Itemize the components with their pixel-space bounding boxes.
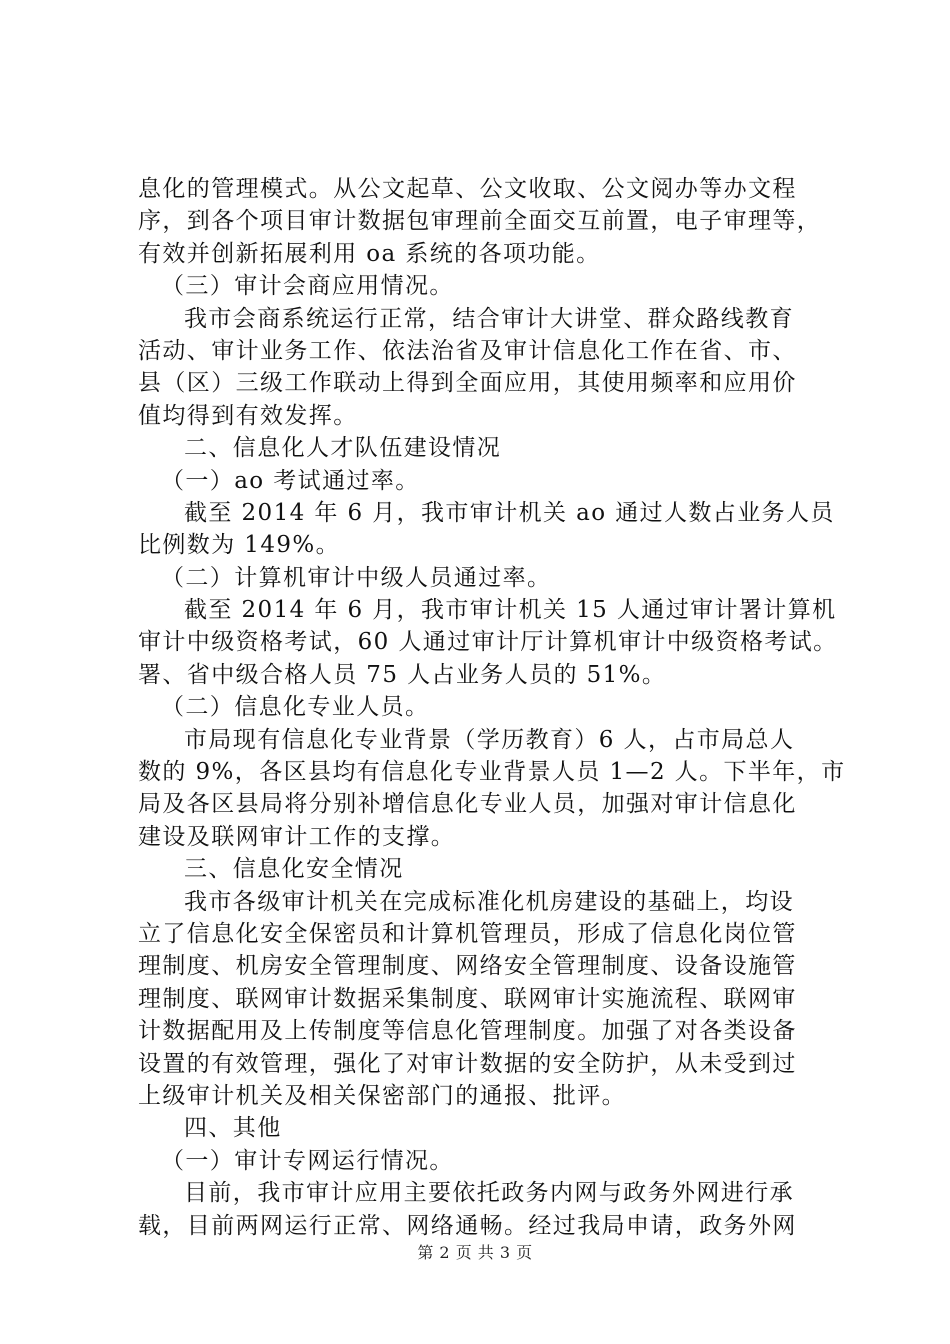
text-line: 有效并创新拓展利用 oa 系统的各项功能。	[138, 240, 601, 267]
paragraph-first-line: 我市会商系统运行正常，结合审计大讲堂、群众路线教育	[184, 305, 794, 332]
text-line: 序，到各个项目审计数据包审理前全面交互前置，电子审理等，	[138, 208, 822, 235]
text-line: 活动、审计业务工作、依法治省及审计信息化工作在省、市、	[138, 337, 797, 364]
text-line: 数的 9%，各区县均有信息化专业背景人员 1—2 人。下半年，市	[138, 759, 846, 786]
text-line: 息化的管理模式。从公文起草、公文收取、公文阅办等办文程	[138, 176, 797, 202]
paragraph-first-line: 我市各级审计机关在完成标准化机房建设的基础上，均设	[184, 888, 794, 915]
text-line: 立了信息化安全保密员和计算机管理员，形成了信息化岗位管	[138, 920, 797, 947]
text-line: 设置的有效管理，强化了对审计数据的安全防护，从未受到过	[138, 1050, 797, 1077]
text-line: 计数据配用及上传制度等信息化管理制度。加强了对各类设备	[138, 1018, 797, 1045]
text-line: 建设及联网审计工作的支撑。	[138, 823, 456, 850]
page-number-footer: 第 2 页 共 3 页	[417, 1243, 533, 1262]
paragraph-first-line: 市局现有信息化专业背景（学历教育）6 人，占市局总人	[184, 726, 795, 753]
text-line: 值均得到有效发挥。	[138, 402, 358, 429]
text-line: 署、省中级合格人员 75 人占业务人员的 51%。	[138, 661, 667, 688]
paragraph-first-line: 截至 2014 年 6 月，我市审计机关 ao 通过人数占业务人员	[184, 499, 835, 526]
text-line: 理制度、联网审计数据采集制度、联网审计实施流程、联网审	[138, 985, 797, 1012]
section-heading: 四、其他	[184, 1115, 282, 1142]
paragraph-first-line: 截至 2014 年 6 月，我市审计机关 15 人通过审计署计算机	[184, 597, 837, 624]
subsection-heading: （一）审计专网运行情况。	[161, 1147, 454, 1174]
text-line: 理制度、机房安全管理制度、网络安全管理制度、设备设施管	[138, 953, 797, 980]
text-line: 比例数为 149%。	[138, 532, 341, 559]
text-line: 上级审计机关及相关保密部门的通报、批评。	[138, 1082, 626, 1109]
text-line: 县（区）三级工作联动上得到全面应用，其使用频率和应用价	[138, 370, 797, 397]
subsection-heading: （一）ao 考试通过率。	[161, 467, 420, 494]
text-line: 载，目前两网运行正常、网络通畅。经过我局申请，政务外网	[138, 1212, 797, 1239]
section-heading: 三、信息化安全情况	[184, 856, 404, 883]
section-heading: 二、信息化人才队伍建设情况	[184, 435, 502, 462]
subsection-heading: （二）计算机审计中级人员通过率。	[161, 564, 552, 591]
text-line: 审计中级资格考试，60 人通过审计厅计算机审计中级资格考试。	[138, 629, 838, 656]
subsection-heading: （二）信息化专业人员。	[161, 694, 430, 721]
paragraph-first-line: 目前，我市审计应用主要依托政务内网与政务外网进行承	[184, 1180, 794, 1207]
document-body	[138, 173, 846, 1242]
text-line: 局及各区县局将分别补增信息化专业人员，加强对审计信息化	[138, 791, 797, 818]
subsection-heading: （三）审计会商应用情况。	[161, 273, 454, 300]
